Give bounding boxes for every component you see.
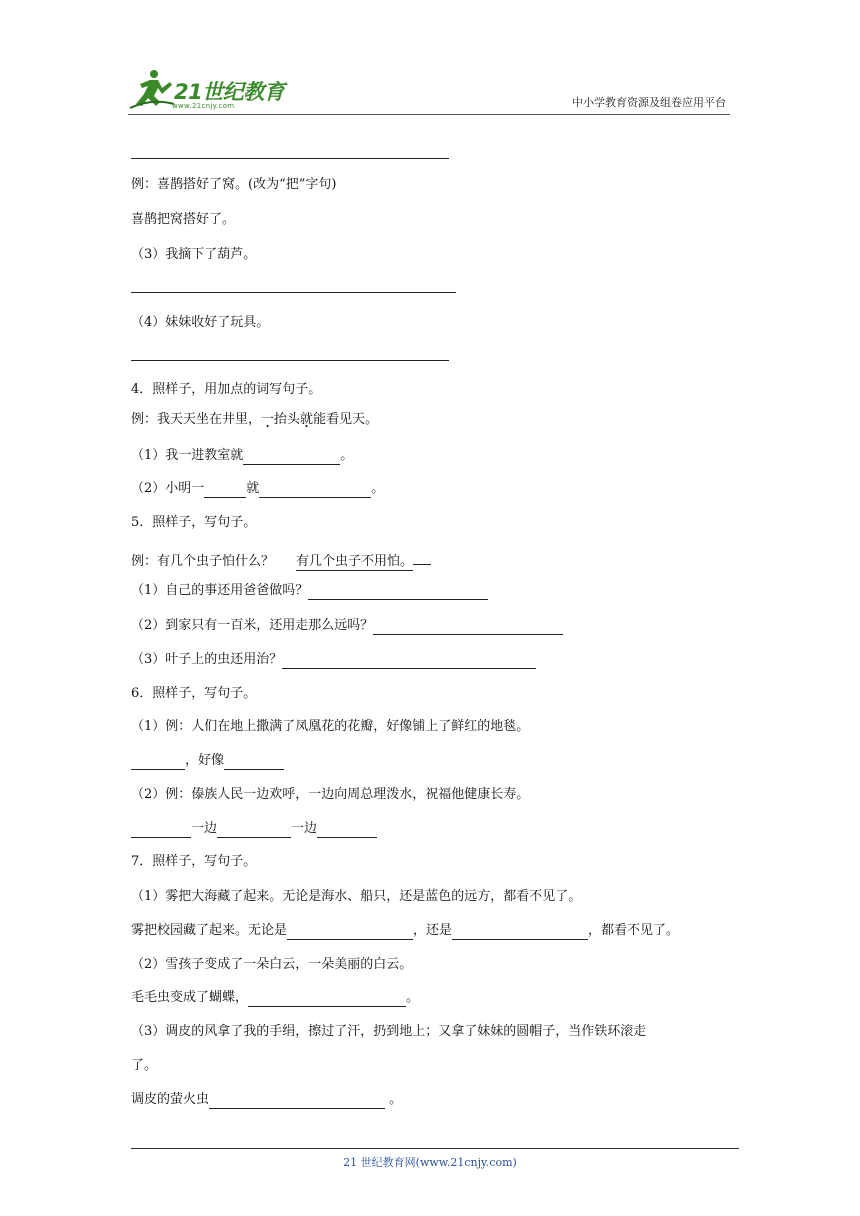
q7-item-1-fill-a: 雾把校园藏了起来。无论是 bbox=[131, 923, 288, 938]
q4-item-2 bbox=[131, 480, 384, 498]
q6-title: 6．照样子，写句子。 bbox=[131, 686, 257, 701]
header-tagline: 中小学教育资源及组卷应用平台 bbox=[572, 96, 726, 109]
q7-title: 7．照样子，写句子。 bbox=[131, 854, 257, 869]
fill-blank[interactable] bbox=[373, 620, 563, 635]
q7-item-2-fill bbox=[131, 989, 419, 1007]
q7-item-1-fill bbox=[131, 922, 679, 940]
q7-item-2-fill-text: 毛毛虫变成了蝴蝶， bbox=[131, 990, 249, 1005]
q4-item-2-mid: 就 bbox=[246, 481, 260, 496]
q7-item-1: （1）雾把大海藏了起来。无论是海水、船只，还是蓝色的远方，都看不见了。 bbox=[131, 889, 582, 904]
q5-item-2-text: （2）到家只有一百米，还用走那么远吗？ bbox=[131, 618, 374, 633]
q6-item-1-fill-text: ，好像 bbox=[185, 753, 225, 768]
q5-example-question: 例：有几个虫子怕什么？ bbox=[131, 554, 275, 569]
q7-item-3-fill-text: 调皮的萤火虫 bbox=[131, 1092, 210, 1107]
q3-item-4: （4）妹妹收好了玩具。 bbox=[131, 315, 270, 330]
q4-title: 4．照样子，用加点的词写句子。 bbox=[131, 382, 322, 397]
q3-example-answer: 喜鹊把窝搭好了。 bbox=[131, 212, 236, 227]
header-divider bbox=[128, 114, 730, 115]
q6-item-2: （2）例：傣族人民一边欢呼，一边向周总理泼水，祝福他健康长寿。 bbox=[131, 787, 530, 802]
fill-blank[interactable] bbox=[131, 823, 191, 838]
q5-example bbox=[131, 549, 431, 571]
answer-line bbox=[131, 360, 449, 361]
logo-url: www.21cnjy.com bbox=[172, 102, 235, 110]
q6-item-1-fill bbox=[131, 752, 284, 770]
q4-example bbox=[131, 411, 378, 429]
q3-example: 例：喜鹊搭好了窝。(改为“把”字句) bbox=[131, 177, 337, 192]
q4-dotted-word-2: 就 bbox=[300, 412, 314, 427]
answer-line bbox=[131, 292, 456, 293]
q7-item-2: （2）雪孩子变成了一朵白云，一朵美丽的白云。 bbox=[131, 957, 413, 972]
fill-blank[interactable] bbox=[452, 925, 588, 940]
q7-item-3-line-2: 了。 bbox=[131, 1058, 158, 1073]
q4-item-1 bbox=[131, 447, 353, 465]
runner-logo-icon bbox=[128, 68, 176, 112]
q4-item-2-end: 。 bbox=[371, 481, 385, 496]
q5-item-2 bbox=[131, 617, 563, 635]
fill-blank[interactable] bbox=[308, 585, 488, 600]
fill-blank[interactable] bbox=[209, 1094, 385, 1109]
fill-blank[interactable] bbox=[204, 483, 246, 498]
q6-item-1: （1）例：人们在地上撒满了凤凰花的花瓣，好像铺上了鲜红的地毯。 bbox=[131, 719, 530, 734]
logo bbox=[128, 68, 298, 112]
q4-example-prefix: 例：我天天坐在井里， bbox=[131, 412, 262, 427]
q5-title: 5．照样子，写句子。 bbox=[131, 515, 257, 530]
q5-item-3 bbox=[131, 651, 536, 669]
q4-item-1-text: （1）我一进教室就 bbox=[131, 448, 244, 463]
q4-example-suffix: 能看见天。 bbox=[313, 412, 379, 427]
fill-blank[interactable] bbox=[259, 483, 371, 498]
fill-blank[interactable] bbox=[317, 823, 377, 838]
q4-item-1-end: 。 bbox=[340, 448, 354, 463]
logo-text: 21世纪教育 bbox=[174, 80, 285, 104]
q5-item-1 bbox=[131, 582, 488, 600]
fill-blank[interactable] bbox=[287, 925, 413, 940]
page-header bbox=[128, 62, 730, 116]
fill-blank[interactable] bbox=[217, 823, 291, 838]
q7-item-3-end: 。 bbox=[385, 1092, 403, 1107]
q7-item-1-fill-b: ，还是 bbox=[413, 923, 453, 938]
q6-item-2-fill-a: 一边 bbox=[191, 821, 218, 836]
answer-line bbox=[131, 158, 449, 159]
q6-item-2-fill bbox=[131, 820, 377, 838]
q5-item-3-text: （3）叶子上的虫还用治？ bbox=[131, 652, 283, 667]
footer-text: 21 世纪教育网(www.21cnjy.com) bbox=[343, 1156, 517, 1169]
q7-item-1-fill-c: ，都看不见了。 bbox=[588, 923, 680, 938]
fill-blank[interactable] bbox=[282, 654, 536, 669]
q5-example-answer: 有几个虫子不用怕。 bbox=[296, 554, 414, 569]
fill-blank[interactable] bbox=[243, 450, 340, 465]
q7-item-3-fill bbox=[131, 1091, 402, 1109]
q4-example-mid: 抬头 bbox=[274, 412, 301, 427]
q7-item-2-end: 。 bbox=[406, 990, 420, 1005]
q7-item-3-line-1: （3）调皮的风拿了我的手绢，擦过了汗，扔到地上；又拿了妹妹的圆帽子，当作铁环滚走 bbox=[131, 1024, 647, 1039]
q3-item-3: （3）我摘下了葫芦。 bbox=[131, 247, 257, 262]
q6-item-2-fill-b: 一边 bbox=[291, 821, 318, 836]
q4-item-2-text: （2）小明一 bbox=[131, 481, 205, 496]
fill-blank[interactable] bbox=[224, 755, 284, 770]
fill-blank[interactable] bbox=[248, 992, 406, 1007]
q5-item-1-text: （1）自己的事还用爸爸做吗？ bbox=[131, 583, 309, 598]
q4-dotted-word-1: 一 bbox=[261, 412, 275, 427]
fill-blank[interactable] bbox=[131, 755, 185, 770]
footer-divider bbox=[131, 1148, 739, 1149]
